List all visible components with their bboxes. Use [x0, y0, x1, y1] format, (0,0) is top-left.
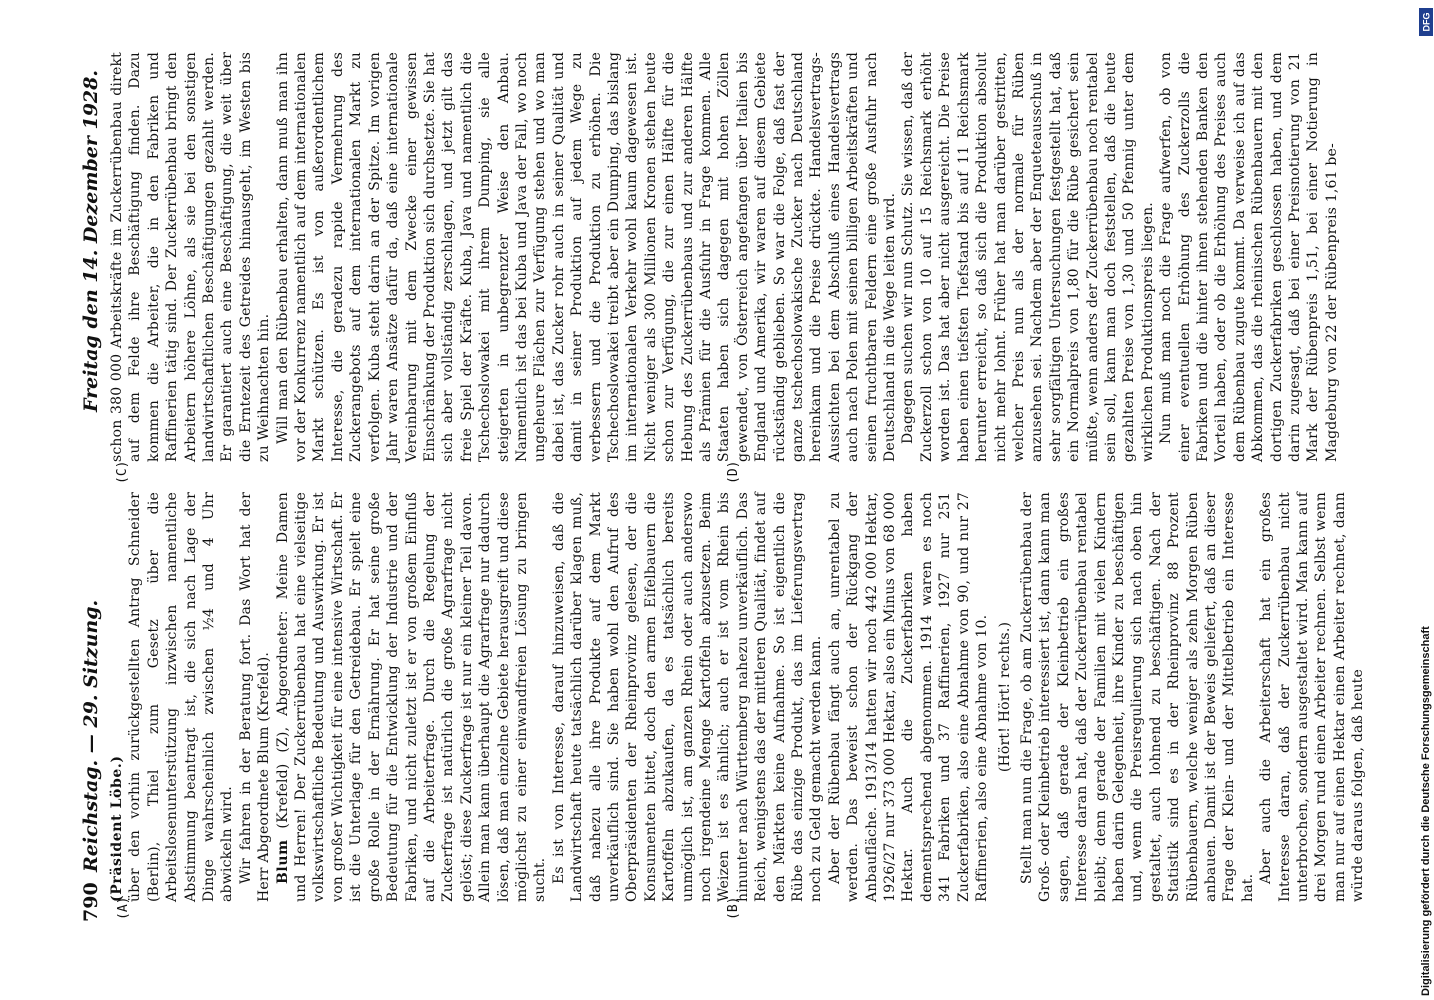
left-text-column [108, 492, 1367, 902]
paragraph: schon 380 000 Arbeitskräfte im Zuckerrübenbau direkt auf dem Felde ihre Beschäftigung finden. Dazu kommen die Arbeiter, die in den Fabriken und Raffinerien tätig sind. Der Zuckerrübenbau bringt den Arbeitern höhere Löhne, als sie bei den sonstigen landwirtschaftlichen Beschäftigungen gezahlt werden. Er garantiert auch eine Beschäftigung, die weit über die Erntezeit des Getreides hinausgeht, im Westen bis zu Weihnachten hin. [109, 52, 273, 462]
paragraph-text: (Krefeld) (Z), Abgeordneter: Meine Damen und Herren! Der Zuckerrübenbau hat eine vielseitige volkswirtschaftliche Bedeutung und Auswirkung. Er ist von großer Wichtigkeit für eine intensive Wirtschaft. Er ist die Unterlage für den Getreidebau. Er spielt eine große Rolle in der Ernährung. Er hat seine große Bedeutung für die Entwicklung der Industrie und der Fabriken, und nicht zuletzt ist er von großem Einfluß auf die Arbeiterfrage. Durch die Regelung der Zuckerfrage ist natürlich die große Agrarfrage nicht gelöst; diese Zuckerfrage ist nur ein kleiner Teil davon. Allein man kann überhaupt die Agrarfrage nur dadurch lösen, daß man einzelne Gebiete herausgreift und diese möglichst zu einer einwandfreien Lösung zu bringen sucht. [274, 492, 549, 902]
paragraph: Nun muß man noch die Frage aufwerfen, ob von einer eventuellen Erhöhung des Zuckerzolls die Fabriken und die hinter ihnen stehenden Banken den Vorteil haben, oder ob die Erhöhung des Preises auch dem Rübenbau zugute kommt. Da verweise ich auf das Abkommen, das die rheinischen Rübenbauern mit den dortigen Zuckerfabriken geschlossen haben, und dem darin zugesagt, daß bei einer Preisnotierung von 21 Mark der Rübenpreis 1,51, bei einer Notierung in Magdeburg von 22 der Rübenpreis 1,61 be- [1158, 52, 1340, 462]
paragraph: Es ist von Interesse, darauf hinzuweisen, daß die Landwirtschaft heute tatsächlich darüber klagen muß, daß nahezu alle ihre Produkte auf dem Markt unverkäuflich sind. Sie haben wohl den Aufruf des Oberpräsidenten der Rheinprovinz gelesen, der die Konsumenten bittet, doch den armen Eifelbauern die Kartoffeln abzukaufen, da es tatsächlich bereits unmöglich ist, am ganzen Rhein oder auch anderswo noch irgendeine Menge Kartoffeln abzusetzen. Beim Weizen ist es ähnlich; auch er ist vom Rhein bis hinunter nach Württemberg nahezu unverkäuflich. Das Reich, wenigstens das der mittleren Qualität, findet auf den Märkten keine Aufnahme. So ist eigentlich die Rübe das einzige Produkt, das im Lieferungsvertrag noch zu Geld gemacht werden kann. [550, 492, 825, 902]
paragraph: Wir fahren in der Beratung fort. Das Wort hat der Herr Abgeordnete Blum (Krefeld). [237, 492, 273, 902]
paragraph [274, 492, 550, 902]
paragraph: Will man den Rübenbau erhalten, dann muß man ihn vor der Konkurrenz namentlich auf dem internationalen Markt schützen. Es ist von außerordentlichem Interesse, die geradezu rapide Vermehrung des Zuckerangebots auf dem internationalen Markt zu verfolgen. Kuba steht darin an der Spitze. Im vorigen Jahr waren Ansätze dafür da, daß eine internationale Vereinbarung mit dem Zwecke einer gewissen Einschränkung der Produktion sich durchsetzte. Sie hat sich aber vollständig zerschlagen, und jetzt gilt das freie Spiel der Kräfte. Kuba, Java und namentlich die Tschechoslowakei mit ihrem Dumping, sie alle steigerten in unbegrenzter Weise den Anbau. Namentlich ist das bei Kuba und Java der Fall, wo noch ungeheure Flächen zur Verfügung stehen und wo man dabei ist, das Zucker rohr auch in seiner Qualität und damit in seiner Produktion auf jedem Wege zu verbessern und die Produktion zu erhöhen. Die Tschechoslowakei treibt aber ein Dumping, das bislang im internationalen Verkehr wohl kaum dagewesen ist. Nicht weniger als 300 Millionen Kronen stehen heute schon zur Verfügung, die zur einen Hälfte für die Hebung des Zuckerrübenbaus und zur anderen Hälfte als Prämien für die Ausfuhr in Frage kommen. Alle Staaten haben sich dagegen mit hohen Zöllen gewendet, von Österreich angefangen über Italien bis England und Amerika, wir waren auf diesem Gebiete rückständig geblieben. So war die Folge, daß fast der ganze tschechoslowakische Zucker nach Deutschland hereinkam und die Preise drückte. Handelsvertrags-Aussichten bei dem Abschluß eines Handelsvertrags auch nach Polen mit seinen billigen Arbeitskräften und seinen fruchtbaren Feldern eine große Ausfuhr nach Deutschland in die Wege leiten wird. [274, 52, 899, 462]
page-number: 790 [80, 882, 102, 922]
paragraph: Aber auch die Arbeiterschaft hat ein großes Interesse daran, daß der Zuckerrübenbau nicht unterbrochen, sondern ausgestaltet wird. Man kann auf drei Morgen rund einen Arbeiter rechnen. Selbst wenn man nur auf einen Hektar einen Arbeiter rechnet, dann würde daraus folgen, daß heute [1258, 492, 1367, 902]
digitization-credit: Digitalisierung gefördert durch die Deutsche Forschungsgemeinschaft [1420, 626, 1432, 996]
session-date: Freitag den 14. Dezember 1928. [80, 70, 102, 412]
interjection: (Hört! Hört! rechts.) [996, 621, 1013, 773]
speaker-label: (Präsident Löbe.) [109, 755, 125, 902]
right-text-column [108, 52, 1340, 462]
paragraph: Stellt man nun die Frage, ob am Zuckerrübenbau der Groß- oder Kleinbetrieb interessiert ist, dann kann man sagen, daß gerade der Kleinbetrieb ein großes Interesse daran hat, daß der Zuckerrübenbau rentabel bleibt; denn gerade der Familien mit vielen Kindern haben darin Gelegenheit, ihre Kinder zu beschäftigen und, wenn die Preisregulierung sich nach oben hin gestaltet, auch lohnend zu beschäftigen. Nach der Statistik sind es in der Rheinprovinz 88 Prozent Rübenbauern, welche weniger als zehn Morgen Rüben anbauen. Damit ist der Beweis geliefert, daß an dieser Frage der Klein- und der Mittelbetrieb ein Interesse hat. [1018, 492, 1256, 902]
dfg-logo-text: DFG [1421, 12, 1431, 32]
speaker-name: Blum [274, 839, 291, 884]
dfg-logo-icon [1419, 8, 1433, 36]
margin-mark-c: (C) [115, 460, 130, 484]
paragraph: Aber der Rübenbau fängt auch an, unrentabel zu werden. Das beweist schon der Rückgang der Anbaufläche. 1913/14 hatten wir noch 442 000 Hektar, 1926/27 nur 373 000 Hektar, also ein Minus von 68 000 Hektar. Auch die Zuckerfabriken haben dementsprechend abgenommen. 1914 waren es noch 341 Fabriken und 37 Raffinerien, 1927 nur 251 Zuckerfabriken, also eine Abnahme von 90, und nur 27 Raffinerien, also eine Abnahme von 10. [826, 492, 991, 902]
paragraph: über den vorhin zurückgestellten Antrag Schneider (Berlin), Thiel zum Gesetz über die Arbeitslosenunterstützung inzwischen namentliche Abstimmung beantragt ist, die sich nach Lage der Dinge wahrscheinlich zwischen ½4 und 4 Uhr abwickeln wird. [127, 492, 236, 902]
margin-mark-a: (A) [116, 896, 131, 920]
paragraph: Dagegen suchen wir nun Schutz. Sie wissen, daß der Zuckerzoll schon von 10 auf 15 Reichsmark erhöht worden ist. Das hat aber nicht ausgereicht. Die Preise haben einen tiefsten Tiefstand bis auf 11 Reichsmark herunter erreicht, so daß sich die Produktion absolut nicht mehr lohnt. Früher hat man darüber gestritten, welcher Preis nun als der normale für Rüben anzusehen sei. Nachdem aber der Enqueteausschuß in sehr sorgfältigen Untersuchungen festgestellt hat, daß ein Normalpreis von 1,80 für die Rübe gesichert sein müßte, wenn anders der Zuckerrübenbau noch rentabel sein soll, kann man doch feststellen, daß die heute gezahlten Preise von 1,30 und 50 Pfennig unter dem wirklichen Produktionspreis liegen. [900, 52, 1156, 462]
margin-mark-d: (D) [726, 460, 741, 484]
margin-mark-b: (B) [726, 896, 741, 920]
session-title: Reichstag. — 29. Sitzung. [80, 599, 102, 872]
